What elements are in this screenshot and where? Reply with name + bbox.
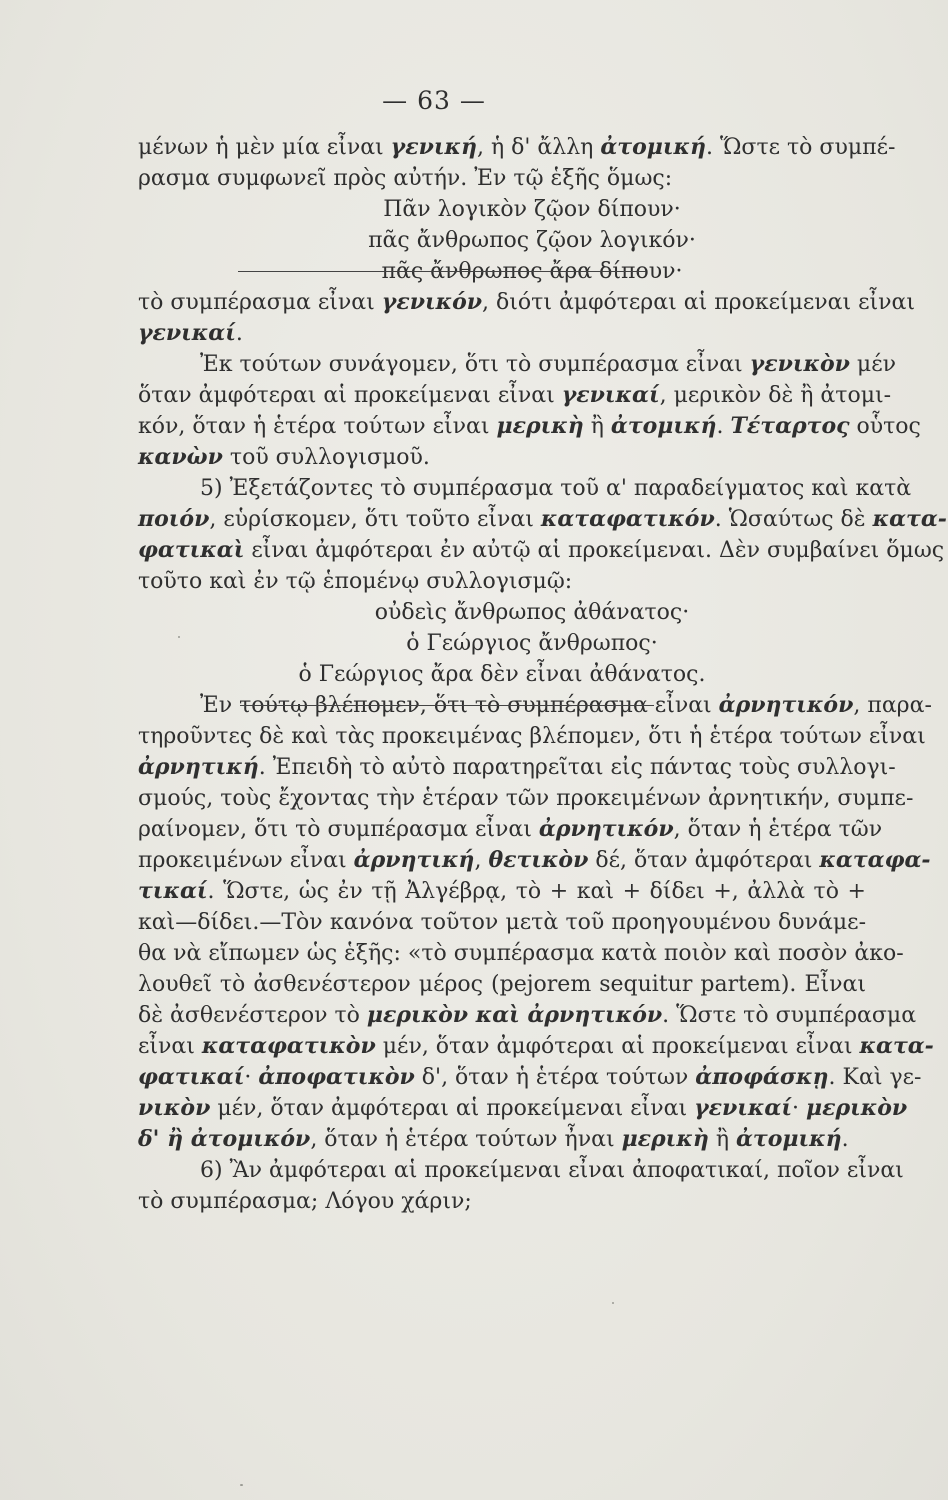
- text-run: , μερικὸν δὲ ἢ ἀτομι-: [659, 383, 892, 408]
- text-line: [138, 752, 896, 783]
- emphasized-term: ἀποφάσκῃ: [695, 1064, 829, 1090]
- emphasized-term: γενικὸν: [749, 351, 850, 377]
- text-line: [138, 845, 931, 876]
- text-line: [138, 566, 866, 597]
- syllogism-premise-major: [138, 194, 866, 225]
- text-run: , παρα-: [853, 693, 932, 718]
- emphasized-term: γενικαί: [561, 382, 660, 408]
- emphasized-term: Τέταρτος: [730, 413, 850, 439]
- text-run: δὲ ἀσθενέστερον τὸ: [138, 1003, 367, 1028]
- text-line: [138, 411, 921, 442]
- text-run: μέν: [849, 352, 896, 377]
- text-run: μένων ἡ μὲν μία εἶναι: [138, 135, 391, 160]
- paper-speck: [240, 1484, 243, 1486]
- text-run: . Ὥστε, ὡς ἐν τῇ Ἀλγέβρᾳ, τὸ + καὶ + δίδει +, ἀλλὰ τὸ +: [207, 879, 866, 904]
- emphasized-term: ποιόν: [138, 506, 210, 532]
- text-line: [138, 287, 916, 318]
- text-run: ἢ: [708, 1127, 736, 1152]
- emphasized-term: ἀτομική: [736, 1126, 842, 1152]
- paragraph-start: [138, 349, 896, 380]
- emphasized-term: καταφα-: [819, 847, 931, 873]
- text-run: .: [841, 1127, 849, 1152]
- text-run: . Ὥστε τὸ συμπέρασμα: [662, 1003, 917, 1028]
- text-run: θα νὰ εἴπωμεν ὡς ἑξῆς: «τὸ συμπέρασμα κατὰ ποιὸν καὶ ποσὸν ἀκο-: [138, 941, 904, 966]
- text-run: εἶναι ἀμφότεραι ἐν αὐτῷ αἱ προκείμεναι. Δὲν συμβαίνει ὅμως: [244, 538, 945, 563]
- page-number: — 63 —: [382, 86, 486, 115]
- text-line: [138, 163, 866, 194]
- text-run: .: [716, 414, 731, 439]
- text-run: εἶναι: [138, 1034, 202, 1059]
- text-run: τὸ συμπέρασμα; Λόγου χάριν;: [138, 1189, 472, 1214]
- text-run: δ', ὅταν ἡ ἑτέρα τούτων: [414, 1065, 696, 1090]
- emphasized-term: τικαί: [138, 878, 208, 904]
- text-line: [138, 721, 926, 752]
- emphasized-term: ἀρνητικόν: [718, 692, 854, 718]
- text-run: ὁ Γεώργιος ἄνθρωπος·: [406, 631, 658, 656]
- emphasized-term: μερικὸν: [806, 1095, 908, 1121]
- text-line: [138, 1186, 866, 1217]
- syllogism-premise-minor: [138, 225, 866, 256]
- emphasized-term: γενικόν: [381, 289, 483, 315]
- text-line: [138, 969, 866, 1000]
- text-line: [138, 876, 866, 907]
- page-body-text: [138, 132, 947, 1217]
- paper-speck: [612, 1302, 614, 1304]
- emphasized-term: μερικὸν καὶ ἀρνητικόν: [366, 1002, 663, 1028]
- emphasized-term: νικὸν: [138, 1095, 211, 1121]
- text-run: κόν, ὅταν ἡ ἑτέρα τούτων εἶναι: [138, 414, 497, 439]
- emphasized-term: ἀτομική: [610, 413, 717, 439]
- text-run: δέ, ὅταν ἀμφότεραι: [588, 848, 820, 873]
- emphasized-term: κατα-: [859, 1033, 934, 1059]
- text-run: τὸ συμπέρασμα εἶναι: [138, 290, 382, 315]
- text-run: ὁ Γεώργιος ἄρα δὲν εἶναι ἀθάνατος.: [298, 662, 706, 687]
- text-run: , ὅταν ἡ ἑτέρα τῶν: [673, 817, 883, 842]
- text-line: [138, 1062, 922, 1093]
- text-run: τηροῦντες δὲ καὶ τὰς προκειμένας βλέπομεν, ὅτι ἡ ἑτέρα τούτων εἶναι: [138, 724, 926, 749]
- emphasized-term: κατα-: [872, 506, 947, 532]
- emphasized-term: ἀρνητική: [138, 754, 259, 780]
- emphasized-term: γενικαί: [694, 1095, 792, 1121]
- text-run: ραίνομεν, ὅτι τὸ συμπέρασμα εἶναι: [138, 817, 539, 842]
- emphasized-term: ἀρνητική: [353, 847, 475, 873]
- text-line: [138, 1124, 866, 1155]
- text-line: [138, 318, 866, 349]
- text-run: ἢ: [583, 414, 611, 439]
- emphasized-term: ἀρνητικόν: [538, 816, 674, 842]
- text-line: [138, 442, 866, 473]
- emphasized-term: φατικαὶ: [138, 537, 245, 563]
- text-run: , εὑρίσκομεν, ὅτι τοῦτο εἶναι: [209, 507, 541, 532]
- text-run: Πᾶν λογικὸν ζῷον δίπουν·: [383, 197, 681, 222]
- text-run: ·: [792, 1096, 806, 1121]
- text-line: [138, 504, 947, 535]
- text-run: πᾶς ἄνθρωπος ἄρα δίπουν·: [381, 259, 683, 284]
- emphasized-term: μερικὴ: [496, 413, 584, 439]
- text-run: , ὅταν ἡ ἑτέρα τούτων ἦναι: [310, 1127, 622, 1152]
- emphasized-term: δ' ἢ ἀτομικόν: [138, 1126, 311, 1152]
- emphasized-term: καταφατικόν: [540, 506, 715, 532]
- text-run: 5) Ἐξετάζοντες τὸ συμπέρασμα τοῦ α' παραδείγματος καὶ κατὰ: [200, 476, 912, 501]
- emphasized-term: γενική: [390, 134, 477, 160]
- text-run: ,: [474, 848, 489, 873]
- text-line: [138, 938, 904, 969]
- syllogism-premise-minor: [138, 628, 866, 659]
- syllogism-premise-major: [138, 597, 866, 628]
- text-run: . Ὥστε τὸ συμπέ-: [705, 135, 896, 160]
- text-run: . Καὶ γε-: [828, 1065, 922, 1090]
- text-run: μέν, ὅταν ἀμφότεραι αἱ προκείμεναι εἶναι: [375, 1034, 860, 1059]
- text-run: καὶ—δίδει.—Τὸν κανόνα τοῦτον μετὰ τοῦ προηγουμένου δυνάμε-: [138, 910, 866, 935]
- text-run: οὗτος: [849, 414, 921, 439]
- text-run: προκειμένων εἶναι: [138, 848, 354, 873]
- syllogism-rule: [240, 705, 654, 706]
- emphasized-term: ἀποφατικὸν: [258, 1064, 415, 1090]
- text-line: [138, 907, 866, 938]
- text-run: Ἐκ τούτων συνάγομεν, ὅτι τὸ συμπέρασμα εἶναι: [200, 352, 750, 377]
- emphasized-term: φατικαί: [138, 1064, 245, 1090]
- text-run: ὅταν ἀμφότεραι αἱ προκείμεναι εἶναι: [138, 383, 562, 408]
- text-run: ρασμα συμφωνεῖ πρὸς αὐτήν. Ἐν τῷ ἑξῆς ὅμως:: [138, 166, 673, 191]
- text-run: λουθεῖ τὸ ἀσθενέστερον μέρος (pejorem sequitur partem). Εἶναι: [138, 972, 866, 997]
- text-run: Ἐν τούτῳ βλέπομεν, ὅτι τὸ συμπέρασμα εἶναι: [200, 693, 719, 718]
- text-run: , διότι ἀμφότεραι αἱ προκείμεναι εἶναι: [482, 290, 916, 315]
- text-run: μέν, ὅταν ἀμφότεραι αἱ προκείμεναι εἶναι: [210, 1096, 695, 1121]
- text-line: [138, 1093, 908, 1124]
- text-line: [138, 535, 945, 566]
- emphasized-term: καταφατικὸν: [201, 1033, 376, 1059]
- syllogism-conclusion: [138, 659, 866, 690]
- text-line: [138, 1031, 934, 1062]
- paragraph-start: [138, 473, 912, 504]
- paper-speck: [178, 636, 180, 638]
- text-line: [138, 380, 892, 411]
- text-run: οὐδεὶς ἄνθρωπος ἀθάνατος·: [374, 600, 690, 625]
- emphasized-term: ἀτομική: [600, 134, 706, 160]
- syllogism-rule: [238, 271, 646, 272]
- text-line: [138, 783, 914, 814]
- text-run: .: [235, 321, 243, 346]
- text-run: τοῦ συλλογισμοῦ.: [222, 445, 430, 470]
- text-run: . Ἐπειδὴ τὸ αὐτὸ παρατηρεῖται εἰς πάντας τοὺς συλλογι-: [258, 755, 896, 780]
- emphasized-term: κανὼν: [138, 444, 223, 470]
- text-line: [138, 1000, 917, 1031]
- text-run: ·: [244, 1065, 259, 1090]
- paragraph-start: [138, 1155, 904, 1186]
- text-run: 6) Ἂν ἀμφότεραι αἱ προκείμεναι εἶναι ἀποφατικαί, ποῖον εἶναι: [200, 1158, 904, 1183]
- emphasized-term: θετικὸν: [488, 847, 589, 873]
- text-line: [138, 132, 896, 163]
- text-run: σμούς, τοὺς ἔχοντας τὴν ἑτέραν τῶν προκειμένων ἀρνητικήν, συμπε-: [138, 786, 914, 811]
- text-run: τοῦτο καὶ ἐν τῷ ἑπομένῳ συλλογισμῷ:: [138, 569, 573, 594]
- text-run: , ἡ δ' ἄλλη: [476, 135, 601, 160]
- emphasized-term: γενικαί: [138, 320, 236, 346]
- text-line: [138, 814, 883, 845]
- emphasized-term: μερικὴ: [621, 1126, 709, 1152]
- text-run: . Ὡσαύτως δὲ: [714, 507, 873, 532]
- text-run: πᾶς ἄνθρωπος ζῷον λογικόν·: [368, 228, 696, 253]
